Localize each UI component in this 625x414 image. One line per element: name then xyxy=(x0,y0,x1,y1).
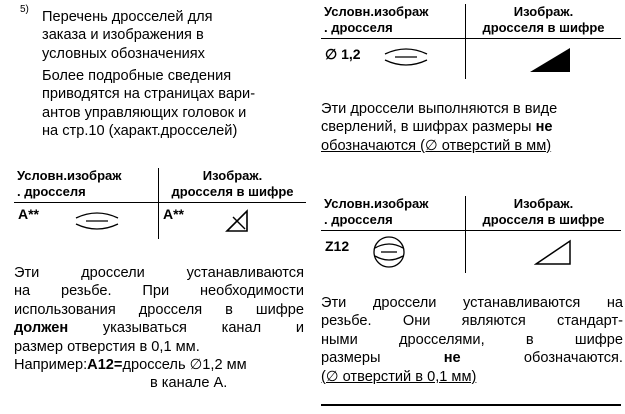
symbol-cell xyxy=(14,203,159,240)
code-image-cell xyxy=(159,203,307,240)
restrictor-symbol-icon xyxy=(381,44,431,70)
filled-triangle-icon xyxy=(528,46,574,74)
example-line: Например:A12=дроссель ∅1,2 мм xyxy=(14,357,247,373)
footnote-marker: 5) xyxy=(20,4,29,15)
throttle-table-standard: Условн.изображ . дросселя Изображ. дросселя в шифре Z12 xyxy=(321,196,621,273)
emphasis-must: должен xyxy=(14,320,69,337)
paragraph-threaded: Эти дроссели устанавливаются на резьбе. При необходимости использования дросселя в шифре должен указываться канал и размер отверстия в 0,1 мм. xyxy=(14,265,304,355)
detail-line: антов управляющих головок и xyxy=(42,104,247,121)
paragraph-drilled: Эти дроссели выполняются в виде сверлений, в шифрах размеры не обозначаются (∅ отверстий в мм) xyxy=(321,101,558,154)
throttle-code-right: A** xyxy=(163,206,185,222)
throttle-code: A** xyxy=(18,206,40,222)
example-line-2: в канале А. xyxy=(150,375,228,391)
intro-line: Перечень дросселей для xyxy=(42,9,213,25)
throttle-code: Z12 xyxy=(325,238,350,254)
detail-text xyxy=(42,67,255,141)
throttle-code: ∅ 1,2 xyxy=(325,46,361,62)
paragraph-standard: Эти дроссели устанавливаются на резьбе. Они являются стандарт- ными дросселями, в шифре размеры не обозначаются. (∅ отверстий в 0,1 мм) xyxy=(321,295,623,385)
col-header-code-image: Изображ. дросселя в шифре xyxy=(159,168,307,203)
right-column xyxy=(310,0,625,412)
restrictor-symbol-icon xyxy=(72,208,122,234)
detail-line: на стр.10 (характ.дросселей) xyxy=(42,123,238,140)
adjustable-throttle-icon xyxy=(223,207,253,235)
detail-line: Более подробные сведения xyxy=(42,68,232,84)
throttle-table-a xyxy=(14,168,306,239)
intro-line: условных обозначениях xyxy=(42,45,205,62)
section-divider xyxy=(321,404,621,414)
outline-triangle-icon xyxy=(534,239,574,267)
intro-line: заказа и изображения в xyxy=(42,27,204,44)
col-header-symbol: Условн.изображ . дросселя xyxy=(14,168,159,203)
emphasis-not: не xyxy=(535,119,553,136)
intro-text xyxy=(42,8,213,63)
standard-throttle-symbol-icon xyxy=(367,234,411,270)
left-column xyxy=(0,0,310,412)
detail-line: приводятся на страницах вари- xyxy=(42,86,256,103)
throttle-table-drilled: Условн.изображ . дросселя Изображ. дросселя в шифре ∅ 1,2 xyxy=(321,4,621,79)
emphasis-not: не xyxy=(443,350,461,367)
